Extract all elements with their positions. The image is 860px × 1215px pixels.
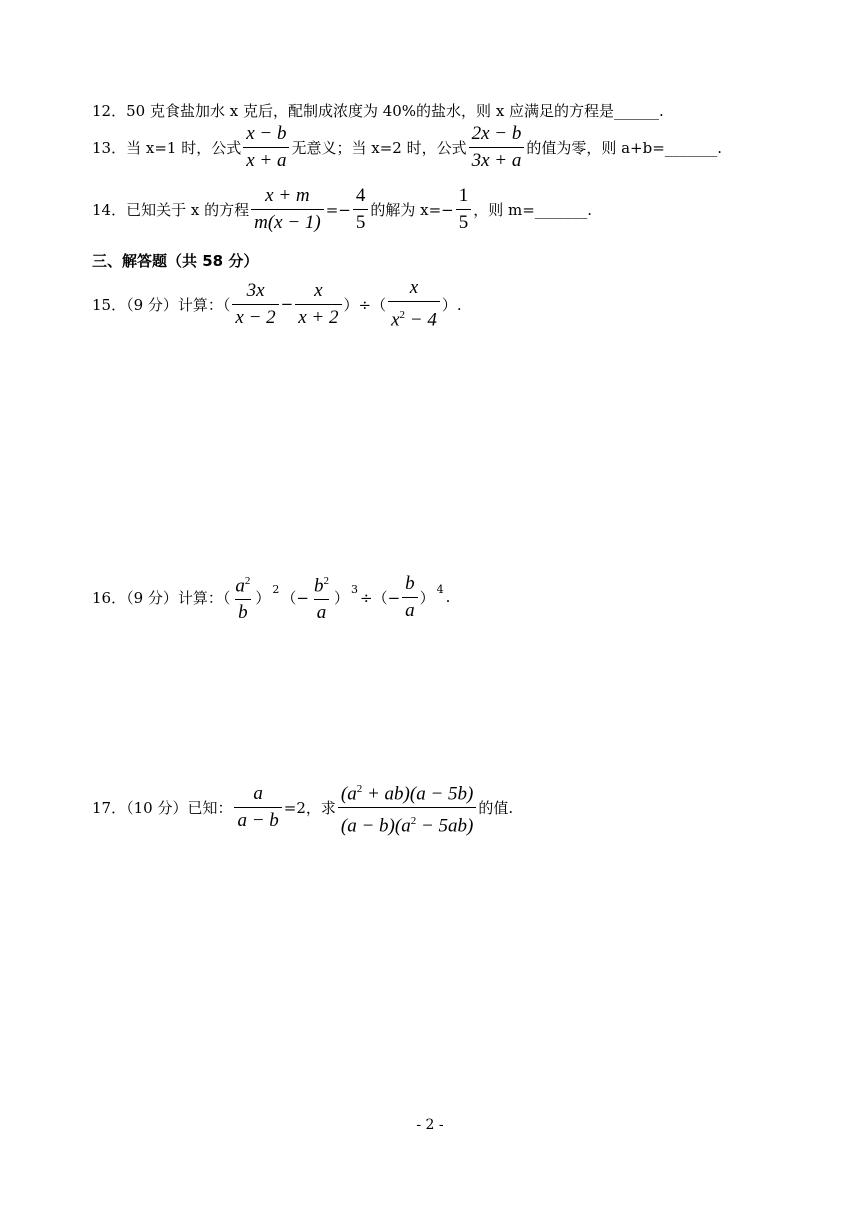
question-13-suffix: 的值为零，则 a+b=_______.: [526, 139, 723, 157]
base: b: [314, 575, 324, 597]
question-12-text: 12．50 克食盐加水 x 克后，配制成浓度为 40%的盐水，则 x 应满足的方程是______.: [92, 102, 664, 120]
question-15-suffix: ）.: [441, 295, 462, 314]
denominator: [338, 807, 476, 837]
numerator: x − b: [246, 123, 287, 144]
question-14-mid: 的解为 x=−: [370, 201, 454, 219]
numerator: [311, 570, 332, 599]
fraction-x-over-x-squared-minus-4: [388, 277, 440, 331]
numerator: x + m: [265, 185, 310, 206]
question-17: [92, 778, 513, 838]
question-14-suffix: ，则 m=_______.: [473, 201, 593, 219]
numerator: x: [409, 277, 419, 298]
fraction-1-over-5: [456, 185, 472, 234]
close-paren: ）: [334, 588, 350, 607]
section-3-heading: 三、解答题（共 58 分）: [92, 252, 259, 270]
power-3: 3: [351, 582, 359, 596]
question-12: [92, 100, 664, 121]
denominator: x + 2: [295, 304, 341, 329]
denominator: x − 2: [232, 304, 278, 329]
denominator: b: [235, 599, 251, 624]
exponent: 2: [356, 783, 363, 795]
question-14-prefix: 14．已知关于 x 的方程: [92, 201, 250, 219]
denominator: m(x − 1): [251, 209, 324, 234]
minus-sign: −: [280, 295, 294, 314]
fraction-x-plus-m-over-m-x-minus-1: [251, 185, 324, 234]
question-15-prefix: 15．（9 分）计算：（: [92, 295, 231, 314]
question-13-prefix: 13．当 x=1 时，公式: [92, 139, 242, 157]
fraction-a-over-a-minus-b: [234, 783, 281, 832]
exponent: 2: [244, 575, 251, 587]
question-16-prefix: 16．（9 分）计算：（: [92, 588, 231, 607]
remainder: − 4: [405, 309, 437, 331]
exponent: 2: [399, 309, 406, 321]
numerator: b: [405, 572, 415, 594]
question-14: [92, 185, 592, 234]
power-4: 4: [436, 582, 444, 596]
question-16-suffix: .: [445, 588, 451, 607]
division-sign: ）÷（: [343, 295, 387, 314]
numerator: [232, 570, 253, 599]
denominator: [388, 301, 440, 331]
part: (a: [340, 783, 357, 805]
numerator: 1: [458, 185, 469, 206]
numerator: a: [253, 783, 263, 805]
numerator: x: [314, 279, 323, 301]
question-17-prefix: 17．（10 分）已知：: [92, 799, 233, 818]
denominator: 5: [456, 209, 472, 234]
question-16: [92, 570, 450, 624]
denominator: 5: [353, 209, 369, 234]
fraction-product-expression: [338, 778, 476, 838]
close-paren: ）: [255, 588, 271, 607]
division-sign: ÷（−: [360, 588, 401, 607]
fraction-b-over-a: [402, 573, 418, 622]
base: a: [235, 575, 245, 597]
denominator: 3x + a: [469, 147, 525, 172]
fraction-x-minus-b-over-x-plus-a: [243, 123, 289, 172]
denominator: a: [402, 597, 418, 622]
exponent: 2: [410, 815, 417, 828]
question-14-equals: =−: [325, 200, 351, 219]
question-13-mid: 无意义；当 x=2 时，公式: [291, 139, 467, 157]
fraction-x-over-x-plus-2: [295, 280, 341, 329]
question-17-suffix: 的值.: [478, 799, 514, 818]
denominator: x + a: [243, 147, 289, 172]
question-15: [92, 277, 462, 331]
base: x: [391, 309, 400, 331]
open-paren-minus: （−: [281, 588, 309, 607]
denominator: a: [314, 599, 330, 624]
question-17-mid: =2，求: [283, 799, 336, 818]
page-number: - 2 -: [416, 1117, 444, 1133]
power-2: 2: [272, 582, 280, 596]
fraction-b-squared-over-a: [311, 570, 332, 624]
fraction-2x-minus-b-over-3x-plus-a: [469, 123, 525, 172]
numerator: 4: [355, 185, 366, 206]
denominator: a − b: [234, 807, 281, 832]
fraction-3x-over-x-minus-2: [232, 280, 278, 329]
exponent: 2: [323, 575, 329, 587]
part: + ab)(a − 5b): [362, 783, 474, 805]
question-13: [92, 123, 722, 172]
fraction-a-squared-over-b: [232, 570, 253, 624]
part: − 5ab): [416, 815, 474, 837]
fraction-4-over-5: [353, 185, 369, 234]
numerator: 2x − b: [471, 123, 522, 144]
part: (a − b)(a: [340, 815, 411, 837]
numerator: 3x: [246, 279, 265, 301]
close-paren: ）: [419, 588, 435, 607]
numerator: [338, 778, 476, 807]
